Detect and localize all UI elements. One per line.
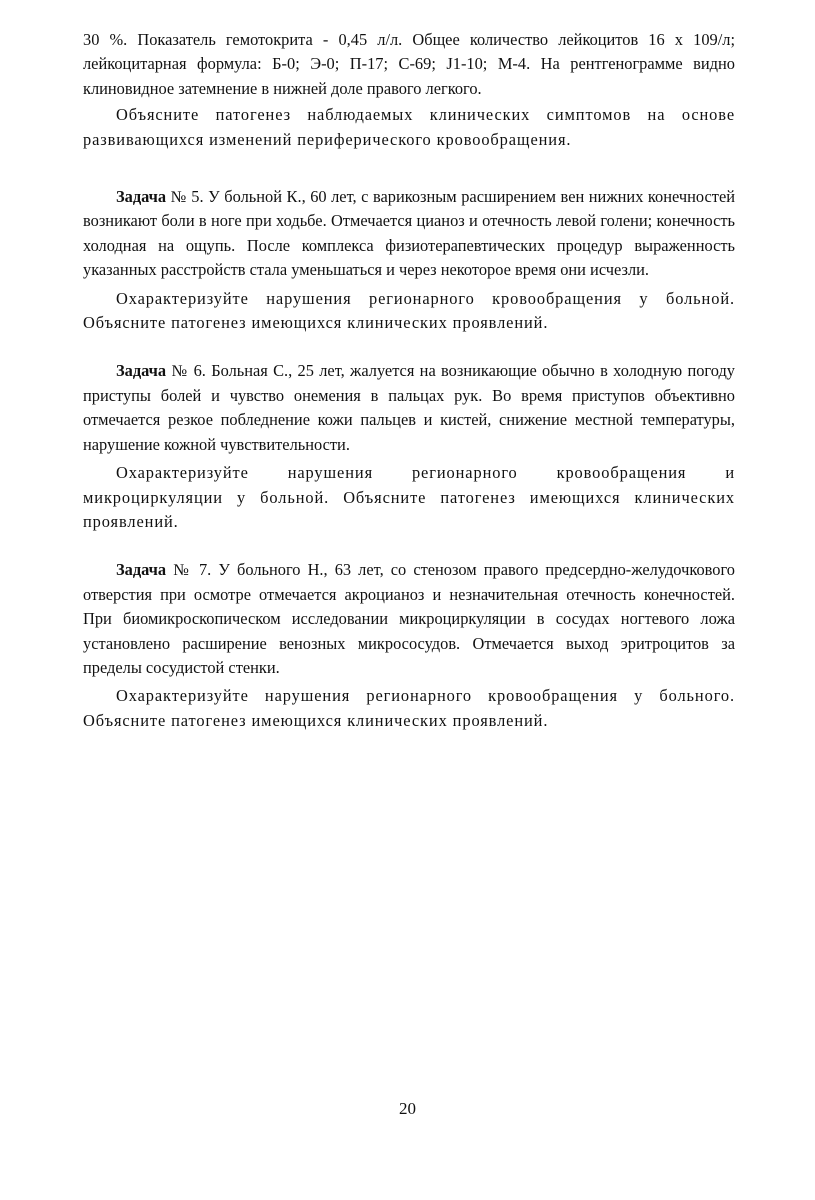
page-content [83,28,735,733]
task-5-case-text: У больной К., 60 лет, с варикозным расширением вен нижних конечностей возникают боли в ноге при ходьбе. Отмечается цианоз и отечность левой голени; конечность холодная на ощупь. После комплекса физиотерапевтических процедур выраженность указанных расстройств стала уменьшаться и через некоторое время они исчезли. [83,187,735,280]
task-5-number: № 5. [170,187,204,207]
task-5-case [83,185,735,283]
task-6-case-text: Больная С., 25 лет, жалуется на возникающие обычно в холодную погоду приступы болей и чувство онемения в пальцах рук. Во время приступов объективно отмечается резкое побледнение кожи пальцев и кистей, снижение местной температуры, нарушение кожной чувствительности. [83,361,735,454]
intro-case-text: 30 %. Показатель гемотокрита - 0,45 л/л. Общее количество лейкоцитов 16 х 109/л; лейкоцитарная формула: Б-0; Э-0; П-17; С-69; Ј1-10; М-4. На рентгенограмме видно клиновидное затемнение в нижней доле правого легкого. [83,30,735,98]
task-7-title: Задача [116,560,167,580]
page-number: 20 [399,1099,416,1118]
task-6-title: Задача [116,361,167,381]
task-5-question: Охарактеризуйте нарушения регионарного кровообращения у больной. Объясните патогенез имеющихся клинических проявлений. [83,288,735,333]
task-5-title: Задача [116,187,167,207]
task-6-question: Охарактеризуйте нарушения регионарного кровообращения и микроциркуляции у больной. Объясните патогенез имеющихся клинических проявлений. [83,463,735,531]
task-6-case [83,359,735,457]
task-7-question: Охарактеризуйте нарушения регионарного кровообращения у больного. Объясните патогенез имеющихся клинических проявлений. [83,686,735,730]
task-7-case [83,558,735,680]
task-7-number: № 7. [173,560,212,580]
task-6-number: № 6. [171,361,206,381]
intro-question: Объясните патогенез наблюдаемых клинических симптомов на основе развивающихся изменений периферического кровообращения. [83,105,735,149]
task-7-case-text: У больного Н., 63 лет, со стенозом правого предсердно-желудочкового отверстия при осмотре отмечается акроцианоз и незначительная отечность конечностей. При биомикроскопическом исследовании микроциркуляции в сосудах ногтевого ложа установлено расширение венозных микрососудов. Отмечается выход эритроцитов за пределы сосудистой стенки. [83,560,735,677]
